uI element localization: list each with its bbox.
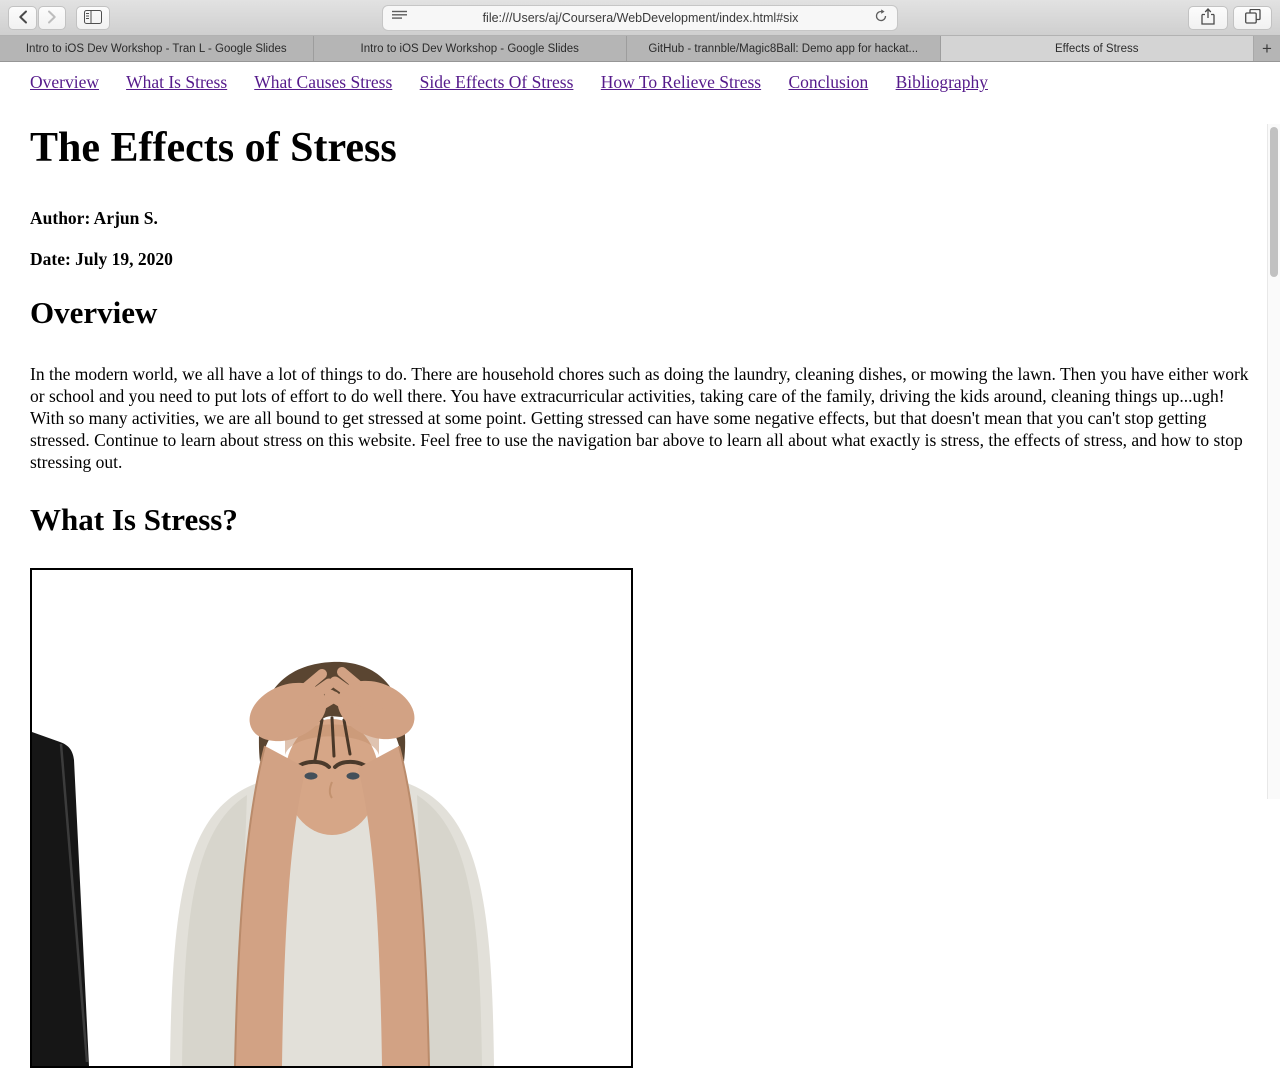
nav-link-conclusion[interactable]: Conclusion — [788, 72, 869, 92]
stressed-man-image — [30, 568, 633, 1068]
nav-link-overview[interactable]: Overview — [30, 72, 100, 92]
sidebar-toggle-button[interactable] — [76, 6, 110, 30]
tab-bar — [0, 36, 1280, 62]
overlapping-squares-icon — [1245, 9, 1261, 27]
refresh-icon[interactable] — [874, 9, 888, 28]
scrollbar[interactable] — [1267, 124, 1280, 799]
browser-toolbar — [0, 0, 1280, 36]
url-text: file:///Users/aj/Coursera/WebDevelopment/index.html#six — [482, 11, 799, 25]
forward-button[interactable] — [38, 6, 66, 30]
nav-link-how-to-relieve[interactable]: How To Relieve Stress — [600, 72, 762, 92]
new-tab-button[interactable]: + — [1262, 38, 1272, 58]
share-button[interactable] — [1188, 6, 1228, 30]
nav-link-bibliography[interactable]: Bibliography — [895, 72, 988, 92]
sidebar-panel-icon — [84, 10, 102, 27]
web-page-viewport — [0, 62, 1280, 799]
page-title: The Effects of Stress — [30, 125, 397, 171]
date-line: Date: July 19, 2020 — [30, 249, 173, 269]
tab-github-magic8ball[interactable] — [627, 36, 941, 61]
tab-label: Intro to iOS Dev Workshop - Tran L - Google Slides — [25, 42, 287, 55]
tab-effects-of-stress[interactable] — [941, 36, 1255, 61]
tab-intro-ios-dev-tran-l[interactable] — [0, 36, 314, 61]
share-icon — [1201, 8, 1215, 28]
nav-link-side-effects[interactable]: Side Effects Of Stress — [419, 72, 574, 92]
overview-paragraph: In the modern world, we all have a lot of things to do. There are household chores such as doing the laundry, cleaning dishes, or mowing the lawn. Then you have either work or school and you need to put lots of effort to do well there. You have extracurricular activities, taking care of the family, driving the kids around, cleaning things up...ugh! With so many activities, we are all bound to get stressed at some point. Getting stressed can have some negative effects, but that doesn't mean that you can't stop getting stressed. Continue to learn about stress on this website. Feel free to use the navigation bar above to learn all about what exactly is stress, the effects of stress, and how to stop stressing out. — [30, 364, 1249, 472]
reader-view-icon[interactable] — [392, 9, 407, 27]
overview-heading: Overview — [30, 295, 158, 330]
nav-link-what-is-stress[interactable]: What Is Stress — [126, 72, 228, 92]
tab-overview-button[interactable] — [1233, 6, 1272, 30]
stressed-man-illustration — [32, 570, 631, 1066]
back-button[interactable] — [8, 6, 37, 30]
tab-label: Intro to iOS Dev Workshop - Google Slides — [360, 42, 579, 55]
nav-link-what-causes-stress[interactable]: What Causes Stress — [254, 72, 393, 92]
chevron-left-icon — [18, 10, 28, 27]
tab-label: GitHub - trannble/Magic8Ball: Demo app for hackat... — [648, 42, 919, 55]
author-line: Author: Arjun S. — [30, 208, 158, 228]
scrollbar-thumb[interactable] — [1270, 127, 1278, 277]
tab-intro-ios-dev[interactable] — [314, 36, 628, 61]
chevron-right-icon — [47, 10, 57, 27]
tab-label: Effects of Stress — [1054, 42, 1139, 55]
web-page-content — [0, 62, 1267, 1068]
address-bar[interactable] — [382, 5, 898, 31]
page-navigation — [30, 72, 1255, 92]
what-is-stress-heading: What Is Stress? — [30, 502, 238, 537]
